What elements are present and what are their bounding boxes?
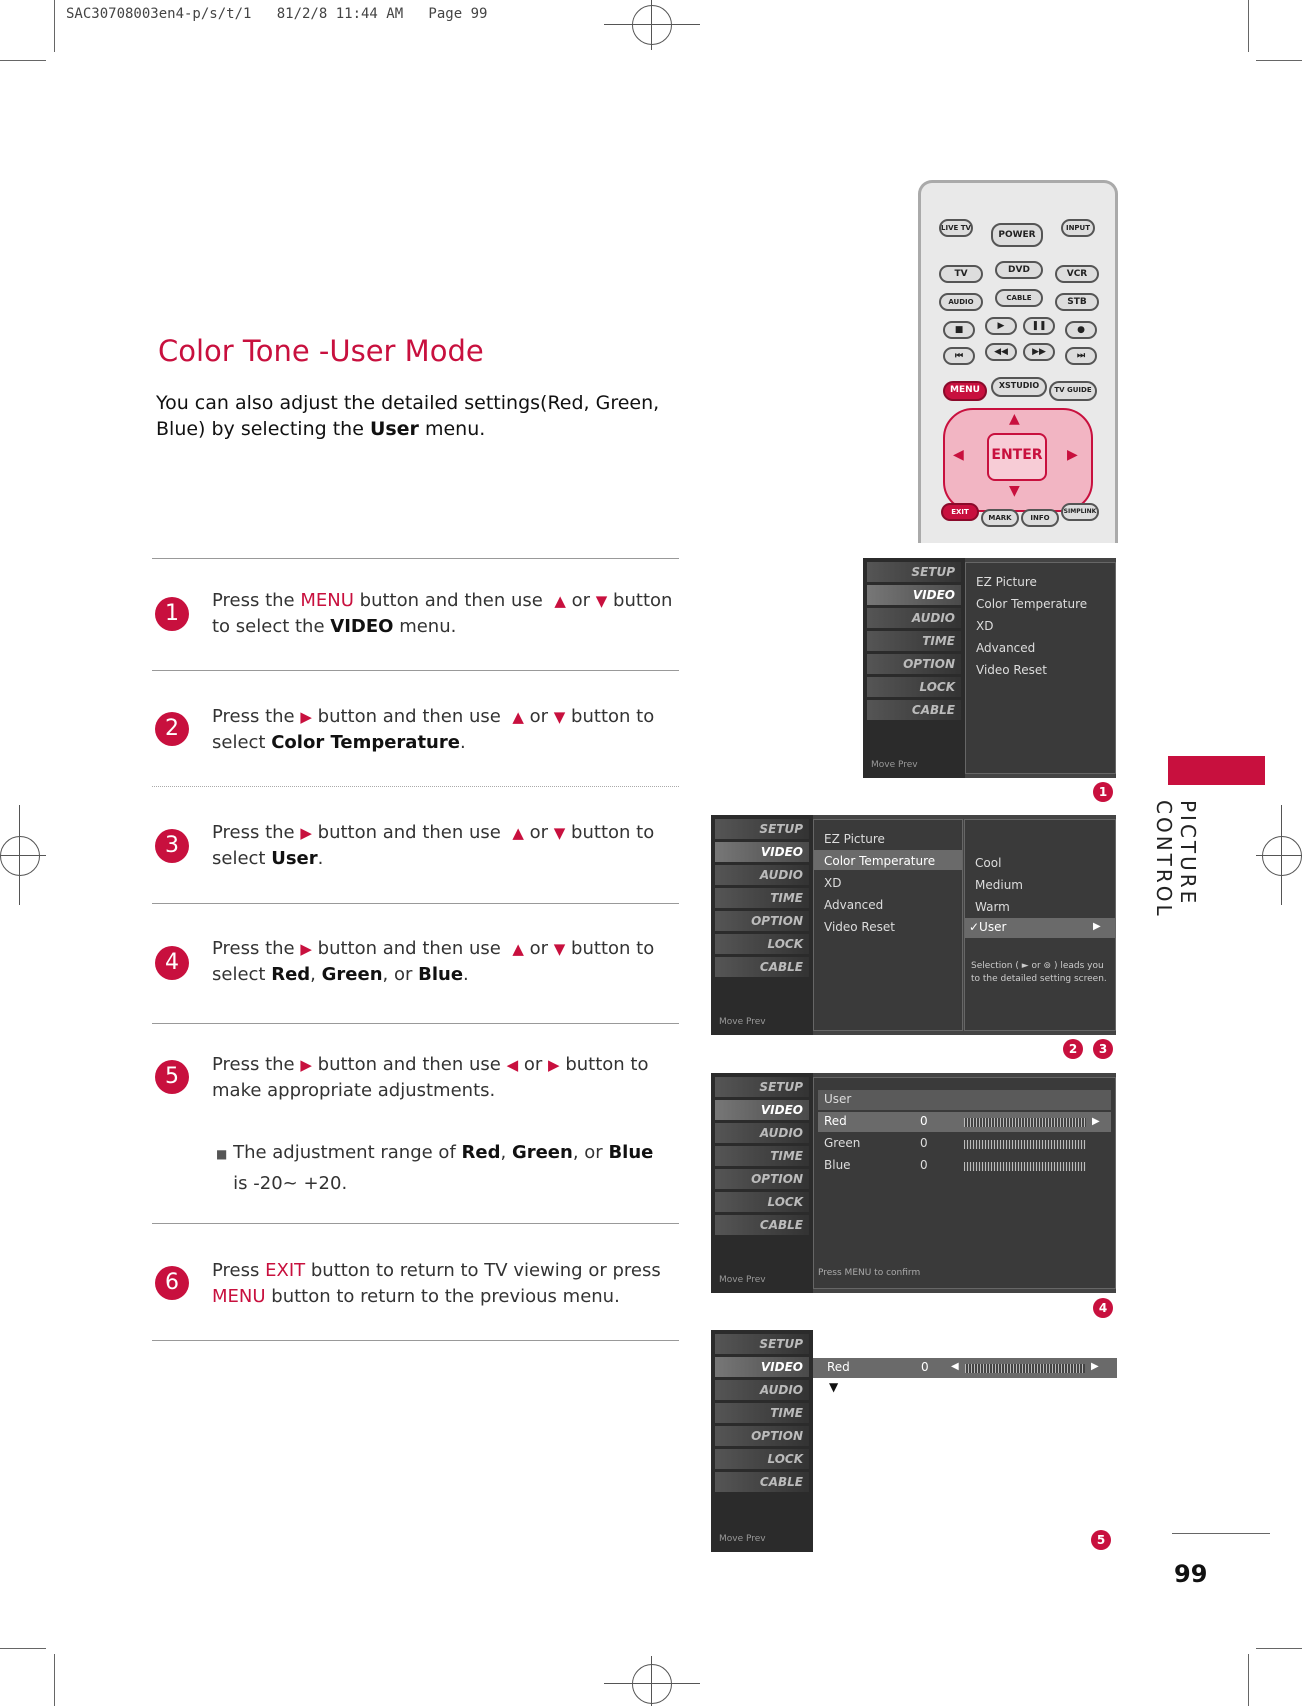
text-span: button to [571,938,655,959]
osd-item: XD [824,876,842,890]
right-arrow-icon: ▶ [548,1056,560,1074]
osd-item: Video Reset [824,920,895,934]
play-button: ▶ [985,317,1017,335]
osd-menu-cable: CABLE [867,700,961,720]
blue-keyword: Blue [608,1142,654,1163]
osd-menu-time: TIME [715,888,809,908]
text-span: button and then use [359,590,543,611]
page-title: Color Tone -User Mode [158,334,484,368]
osd-submenu [965,562,1116,774]
blue-keyword: Blue [418,964,464,985]
menu-button: MENU [943,381,987,401]
text-span: or [571,590,591,611]
right-arrow-icon: ▶ [1093,921,1101,932]
left-arrow-icon: ◀ [953,447,964,463]
green-keyword: Green [321,964,383,985]
bullet-icon: ■ [216,1147,228,1161]
divider [152,558,679,559]
divider [152,1023,679,1024]
step-number: 4 [155,946,189,980]
osd-menu-video: VIDEO [867,585,961,605]
right-arrow-icon: ▶ [300,824,312,842]
osd-menu-cable: CABLE [715,957,809,977]
up-arrow-icon: ▲ [554,592,566,610]
text-span: Press the [212,706,295,727]
right-arrow-icon: ▶ [300,1056,312,1074]
page-number: 99 [1174,1560,1208,1588]
registration-mark [632,1664,672,1704]
exit-button: EXIT [941,503,979,521]
osd-menu-time: TIME [715,1146,809,1166]
osd-user-header: User [824,1092,852,1106]
text-span: button and then use [317,706,501,727]
osd-item: Color Temperature [824,854,936,868]
osd-red-slider [964,1118,1086,1127]
text-span: or [529,706,549,727]
intro-post: menu. [418,418,486,440]
osd-footer: Press MENU to confirm [818,1268,921,1278]
print-header: SAC30708003en4-p/s/t/1 81/2/8 11:44 AM Page 99 [66,6,488,22]
text-span: button and then use [317,1054,501,1075]
right-arrow-icon: ▶ [300,940,312,958]
intro-bold: User [369,418,419,440]
red-keyword: Red [271,964,311,985]
step-4-text: Press the ▶ button and then use ▲ or ▼ button to select Red, Green, or Blue. [212,938,655,985]
crop-mark [1248,1654,1249,1706]
vcr-mode-button: VCR [1055,265,1099,283]
text-span: Press the [212,590,295,611]
osd-menu-cable: CABLE [715,1215,809,1235]
text-span: or [584,1142,603,1163]
divider [152,903,679,904]
pause-button: ❚❚ [1023,317,1055,335]
rewind-button: ◀◀ [985,343,1017,361]
stb-mode-button: STB [1055,293,1099,311]
text-span: button and then use [317,822,501,843]
step-3-text: Press the ▶ button and then use ▲ or ▼ button to select User. [212,822,655,869]
osd-hint: Move Prev [871,760,918,770]
osd-menu-time: TIME [715,1403,809,1423]
text-span: select [212,732,266,753]
right-arrow-icon: ▶ [1092,1116,1100,1127]
osd-menu-audio: AUDIO [867,608,961,628]
crop-mark [0,1648,46,1649]
dvd-mode-button: DVD [995,261,1043,279]
osd-menu-video: VIDEO [715,842,809,862]
registration-mark-v [651,0,652,50]
text-span: button to [571,822,655,843]
divider-dotted [152,786,679,787]
divider [152,1223,679,1224]
input-button: INPUT [1061,219,1095,237]
registration-mark [0,836,40,876]
down-arrow-icon: ▼ [553,708,566,726]
stop-button: ■ [943,321,975,339]
text-span: select [212,848,266,869]
tv-mode-button: TV [939,265,983,283]
crop-mark [54,0,55,52]
osd-menu-cable: CABLE [715,1472,809,1492]
text-span: make appropriate adjustments. [212,1080,496,1101]
step-5-note: ■ The adjustment range of Red, Green, or Blue is -20~ +20. [216,1142,654,1194]
osd-sidebar [711,815,813,1035]
step-5-text [212,1052,682,1104]
red-keyword: Red [461,1142,501,1163]
text-span: button and then use [317,938,501,959]
osd-menu-option: OPTION [715,911,809,931]
text-span: menu. [399,616,457,637]
osd-menu-time: TIME [867,631,961,651]
osd-green-label: Green [824,1136,861,1150]
left-arrow-icon: ◀ [951,1361,959,1372]
crop-mark [1256,1648,1302,1649]
osd-item: ✓User [969,920,1007,934]
osd-menu-audio: AUDIO [715,865,809,885]
divider [152,1340,679,1341]
up-arrow-icon: ▲ [512,940,524,958]
registration-mark-h [604,1683,700,1684]
osd-menu-lock: LOCK [715,1192,809,1212]
cable-mode-button: CABLE [995,289,1043,307]
osd-green-value: 0 [920,1136,928,1150]
down-arrow-icon: ▼ [553,824,566,842]
osd-item: Cool [975,856,1002,870]
osd-item: Color Temperature [976,597,1088,611]
section-tab [1168,756,1265,785]
step-number: 6 [155,1266,189,1300]
video-keyword: VIDEO [330,616,394,637]
osd-menu-audio: AUDIO [715,1380,809,1400]
osd-hint: Move Prev [719,1275,766,1285]
osd-menu-lock: LOCK [867,677,961,697]
registration-mark-v [651,1656,652,1706]
osd-sidebar [863,558,965,778]
osd-sidebar [711,1073,813,1293]
menu-keyword: MENU [212,1286,266,1307]
osd-item: EZ Picture [824,832,885,846]
crop-mark [1256,60,1302,61]
crop-mark [0,60,46,61]
text-span: or [523,1054,543,1075]
osd-item: XD [976,619,994,633]
user-keyword: User [271,848,318,869]
left-arrow-icon: ◀ [506,1056,519,1074]
info-button: INFO [1021,509,1059,527]
osd-screen-1 [863,558,1116,778]
screen-badge: 5 [1091,1530,1111,1550]
text-span: button to return to TV viewing or press [310,1260,661,1281]
osd-green-slider [964,1140,1086,1149]
osd-note: Selection ( ► or ⊚ ) leads you to the detailed setting screen. [971,961,1107,984]
down-arrow-icon: ▼ [553,940,566,958]
registration-mark-h [0,855,46,856]
osd-item: EZ Picture [976,575,1037,589]
text-span: Press the [212,822,295,843]
osd-sidebar [711,1330,813,1552]
osd-screen-4 [711,1330,813,1552]
step-6-text [212,1258,682,1310]
tv-guide-button: TV GUIDE [1049,381,1097,401]
osd-screen-3 [711,1073,1116,1293]
power-button: POWER [991,223,1043,247]
text-span: to select the [212,616,325,637]
registration-mark-v [19,805,20,905]
osd-header-bar [818,1090,1111,1110]
text-span: button [613,590,673,611]
osd-screen-2 [711,815,1116,1035]
osd-hint: Move Prev [719,1534,766,1544]
osd-user-panel [813,1077,1116,1289]
crop-mark [54,1654,55,1706]
osd-blue-slider [964,1162,1086,1171]
osd-item: Medium [975,878,1023,892]
up-arrow-icon: ▲ [512,824,524,842]
intro-pre: You can also adjust the detailed settings(Red, Green, Blue) by selecting the [156,392,660,440]
osd-item: Advanced [824,898,884,912]
mark-button: MARK [981,509,1019,527]
osd-red-label: Red [827,1360,850,1374]
live-tv-button: LIVE TV [939,219,973,237]
section-label: PICTURE CONTROL [1152,800,1200,919]
page-number-rule [1172,1533,1270,1534]
text-span: select [212,964,266,985]
osd-adjust-bar [813,1358,1117,1378]
text-span: or [529,822,549,843]
osd-blue-label: Blue [824,1158,851,1172]
osd-menu-option: OPTION [867,654,961,674]
step-number: 3 [155,829,189,863]
registration-mark [1262,836,1302,876]
osd-menu-option: OPTION [715,1169,809,1189]
text-span: Press the [212,938,295,959]
down-arrow-icon: ▼ [595,592,608,610]
registration-mark-h [604,24,700,25]
text-span: Press the [212,1054,295,1075]
osd-blue-value: 0 [920,1158,928,1172]
text-span: button to return to the previous menu. [271,1286,620,1307]
osd-menu-option: OPTION [715,1426,809,1446]
text-span: or [393,964,413,985]
screen-badge: 2 [1063,1039,1083,1059]
intro-text [156,390,696,442]
osd-menu-setup: SETUP [715,819,809,839]
osd-red-value: 0 [921,1360,929,1374]
osd-red-label: Red [824,1114,847,1128]
step-number: 2 [155,712,189,746]
simplink-button: SIMPLINK [1061,503,1099,521]
remote-control-illustration [918,180,1118,543]
screen-badge: 3 [1093,1039,1113,1059]
osd-menu-lock: LOCK [715,934,809,954]
exit-keyword: EXIT [265,1260,306,1281]
step-number: 5 [155,1060,189,1094]
osd-menu-setup: SETUP [867,562,961,582]
osd-menu-lock: LOCK [715,1449,809,1469]
down-arrow-icon: ▼ [829,1380,839,1394]
step-2-text: Press the ▶ button and then use ▲ or ▼ button to select Color Temperature. [212,706,655,753]
crop-mark [1248,0,1249,52]
green-keyword: Green [511,1142,573,1163]
text-span: is -20~ +20. [233,1173,348,1194]
osd-menu-setup: SETUP [715,1077,809,1097]
text-span: button to [571,706,655,727]
osd-menu-audio: AUDIO [715,1123,809,1143]
step-number: 1 [155,597,189,631]
osd-menu-setup: SETUP [715,1334,809,1354]
osd-submenu [813,819,963,1031]
osd-hint: Move Prev [719,1017,766,1027]
osd-item: Warm [975,900,1010,914]
osd-menu-video: VIDEO [715,1100,809,1120]
step-1-text [212,588,682,640]
divider [152,670,679,671]
color-temperature-keyword: Color Temperature [271,732,460,753]
xstudio-button: XSTUDIO [991,377,1047,397]
registration-mark [632,5,672,45]
skip-back-button: ⏮ [943,347,975,365]
registration-mark-h [1256,855,1302,856]
down-arrow-icon: ▼ [1009,483,1020,499]
record-button: ● [1065,321,1097,339]
osd-subsubmenu [964,819,1116,1031]
audio-mode-button: AUDIO [939,293,983,311]
text-span: button to [565,1054,649,1075]
right-arrow-icon: ▶ [300,708,312,726]
right-arrow-icon: ▶ [1091,1361,1099,1372]
skip-forward-button: ⏭ [1065,347,1097,365]
menu-keyword: MENU [300,590,354,611]
up-arrow-icon: ▲ [1009,411,1020,427]
osd-red-slider [965,1364,1085,1373]
fast-forward-button: ▶▶ [1023,343,1055,361]
text-span: The adjustment range of [233,1142,456,1163]
osd-item: Video Reset [976,663,1047,677]
screen-badge: 1 [1093,782,1113,802]
enter-button: ENTER [987,433,1047,481]
screen-badge: 4 [1093,1298,1113,1318]
right-arrow-icon: ▶ [1067,447,1078,463]
osd-menu-video: VIDEO [715,1357,809,1377]
up-arrow-icon: ▲ [512,708,524,726]
text-span: or [529,938,549,959]
registration-mark-v [1281,805,1282,905]
osd-red-value: 0 [920,1114,928,1128]
osd-item: Advanced [976,641,1036,655]
text-span: Press [212,1260,260,1281]
